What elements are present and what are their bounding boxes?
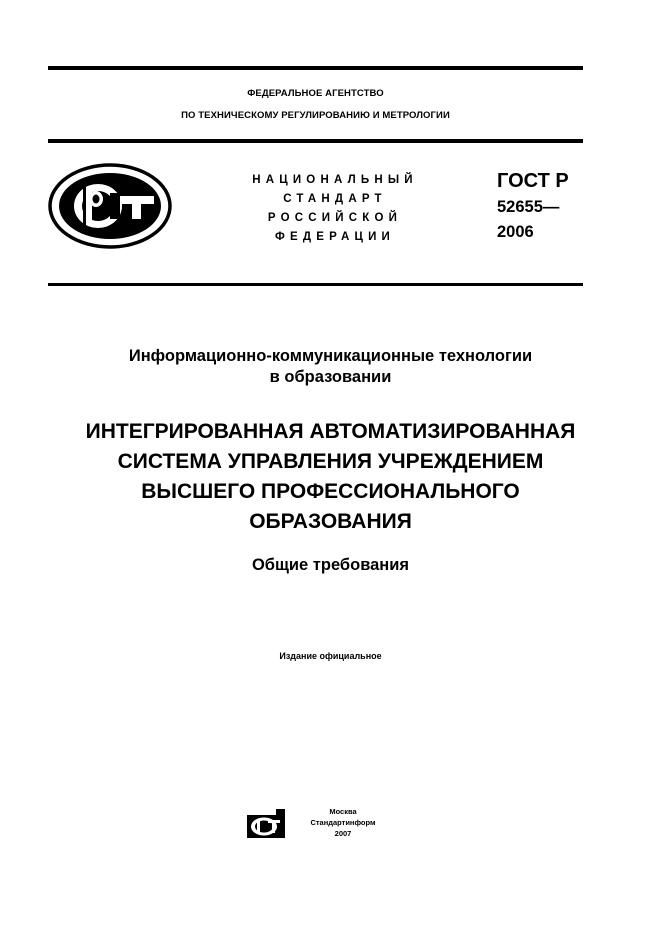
document-title-line-3: ВЫСШЕГО ПРОФЕССИОНАЛЬНОГО	[141, 480, 520, 503]
rst-logo-icon	[48, 163, 172, 249]
national-line-1: НАЦИОНАЛЬНЫЙ	[252, 174, 418, 186]
publisher-year: 2007	[334, 829, 352, 838]
document-subtitle: Общие требования	[251, 556, 410, 574]
publisher-city: Москва	[329, 807, 357, 816]
top-rule	[48, 66, 583, 70]
national-line-3: РОССИЙСКОЙ	[267, 212, 403, 224]
national-line-4: ФЕДЕРАЦИИ	[274, 231, 396, 243]
publisher-name: Стандартинформ	[310, 818, 376, 827]
title-block-rule	[48, 283, 583, 286]
document-title-line-1: ИНТЕГРИРОВАННАЯ АВТОМАТИЗИРОВАННАЯ	[85, 420, 576, 443]
agency-line-2: ПО ТЕХНИЧЕСКОМУ РЕГУЛИРОВАНИЮ И МЕТРОЛОГИИ	[181, 110, 450, 121]
agency-line-1: ФЕДЕРАЛЬНОЕ АГЕНТСТВО	[247, 88, 384, 99]
series-line-2: в образовании	[269, 368, 392, 386]
series-line-1: Информационно-коммуникационные технологии	[128, 347, 533, 365]
edition-note: Издание официальное	[279, 651, 382, 661]
standartinform-logo-icon	[246, 807, 286, 839]
designation-prefix: ГОСТ Р	[497, 170, 569, 192]
document-title-line-2: СИСТЕМА УПРАВЛЕНИЯ УЧРЕЖДЕНИЕМ	[117, 450, 544, 473]
designation-number: 52655—	[497, 198, 560, 216]
national-line-2: СТАНДАРТ	[283, 193, 387, 205]
document-title-line-4: ОБРАЗОВАНИЯ	[249, 510, 412, 533]
designation-year: 2006	[497, 223, 534, 241]
header-rule	[48, 139, 583, 143]
